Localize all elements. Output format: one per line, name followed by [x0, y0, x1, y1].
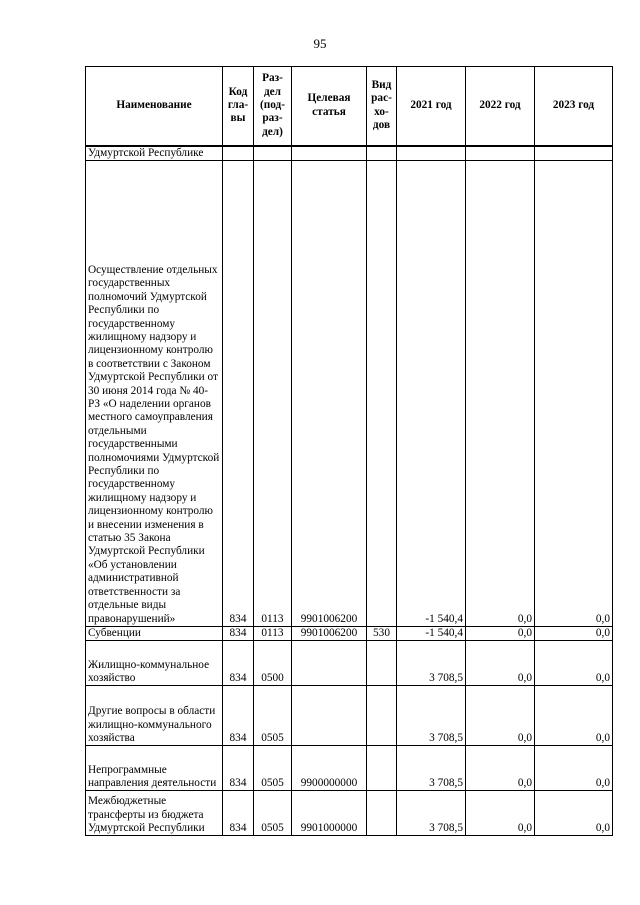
cell-section: 0505	[254, 746, 292, 791]
cell-y2023: 0,0	[535, 160, 613, 626]
cell-name: Межбюджетные трансферты из бюджета Удмуртской Республики	[86, 791, 223, 836]
cell-y2021: 3 708,5	[397, 791, 466, 836]
cell-chapter: 834	[223, 686, 254, 746]
cell-target: 9901000000	[292, 791, 367, 836]
cell-name: Субвенции	[86, 626, 223, 640]
cell-section: 0505	[254, 791, 292, 836]
cell-y2022	[466, 146, 535, 161]
cell-chapter: 834	[223, 160, 254, 626]
cell-chapter	[223, 146, 254, 161]
cell-target	[292, 146, 367, 161]
cell-y2022: 0,0	[466, 160, 535, 626]
budget-table	[85, 66, 613, 836]
cell-name: Осуществление отдельных государственных полномочий Удмуртской Республики по государственному жилищному надзору и лицензионному контролю в соответствии с Законом Удмуртской Республики от 30 июня 2014 года № 40-РЗ «О наделении органов местного самоуправления отдельными государственными полномочиями Удмуртской Республики по государственному жилищному надзору и лицензионному контролю и внесении изменения в статью 35 Закона Удмуртской Республики «Об установлении административной ответственности за отдельные виды правонарушений»	[86, 160, 223, 626]
cell-name: Жилищно-коммунальное хозяйство	[86, 641, 223, 686]
table-row	[86, 746, 613, 791]
cell-name: Другие вопросы в области жилищно-коммунального хозяйства	[86, 686, 223, 746]
header-section: Раз-дел (под-раз-дел)	[254, 67, 292, 146]
header-2023: 2023 год	[535, 67, 613, 146]
cell-y2021: -1 540,4	[397, 626, 466, 640]
cell-target	[292, 641, 367, 686]
cell-name: Непрограммные направления деятельности	[86, 746, 223, 791]
cell-y2023: 0,0	[535, 641, 613, 686]
cell-expense	[367, 686, 397, 746]
cell-expense	[367, 746, 397, 791]
cell-target: 9901006200	[292, 626, 367, 640]
cell-target: 9901006200	[292, 160, 367, 626]
cell-chapter: 834	[223, 791, 254, 836]
table-row	[86, 686, 613, 746]
cell-section: 0500	[254, 641, 292, 686]
header-target: Целевая статья	[292, 67, 367, 146]
cell-expense: 530	[367, 626, 397, 640]
table-row	[86, 626, 613, 640]
cell-y2022: 0,0	[466, 626, 535, 640]
cell-section	[254, 146, 292, 161]
header-name: Наименование	[86, 67, 223, 146]
cell-y2021: 3 708,5	[397, 686, 466, 746]
cell-expense	[367, 791, 397, 836]
cell-y2022: 0,0	[466, 746, 535, 791]
header-chapter: Код гла-вы	[223, 67, 254, 146]
header-row	[86, 67, 613, 146]
cell-y2021: 3 708,5	[397, 641, 466, 686]
header-expense: Вид рас-хо-дов	[367, 67, 397, 146]
cell-section: 0113	[254, 160, 292, 626]
table-row	[86, 641, 613, 686]
table-row	[86, 791, 613, 836]
cell-target	[292, 686, 367, 746]
cell-y2023: 0,0	[535, 626, 613, 640]
cell-y2023: 0,0	[535, 686, 613, 746]
table-row	[86, 146, 613, 161]
cell-expense	[367, 641, 397, 686]
cell-target: 9900000000	[292, 746, 367, 791]
cell-y2023	[535, 146, 613, 161]
cell-y2023: 0,0	[535, 791, 613, 836]
cell-name: Удмуртской Республике	[86, 146, 223, 161]
cell-y2023: 0,0	[535, 746, 613, 791]
cell-y2022: 0,0	[466, 641, 535, 686]
cell-y2021	[397, 146, 466, 161]
page-number: 95	[313, 36, 327, 51]
cell-y2021: 3 708,5	[397, 746, 466, 791]
cell-expense	[367, 160, 397, 626]
cell-chapter: 834	[223, 746, 254, 791]
cell-chapter: 834	[223, 626, 254, 640]
header-2022: 2022 год	[466, 67, 535, 146]
cell-section: 0113	[254, 626, 292, 640]
cell-y2021: -1 540,4	[397, 160, 466, 626]
table-row	[86, 160, 613, 626]
cell-expense	[367, 146, 397, 161]
cell-y2022: 0,0	[466, 686, 535, 746]
header-2021: 2021 год	[397, 67, 466, 146]
cell-chapter: 834	[223, 641, 254, 686]
cell-y2022: 0,0	[466, 791, 535, 836]
cell-section: 0505	[254, 686, 292, 746]
